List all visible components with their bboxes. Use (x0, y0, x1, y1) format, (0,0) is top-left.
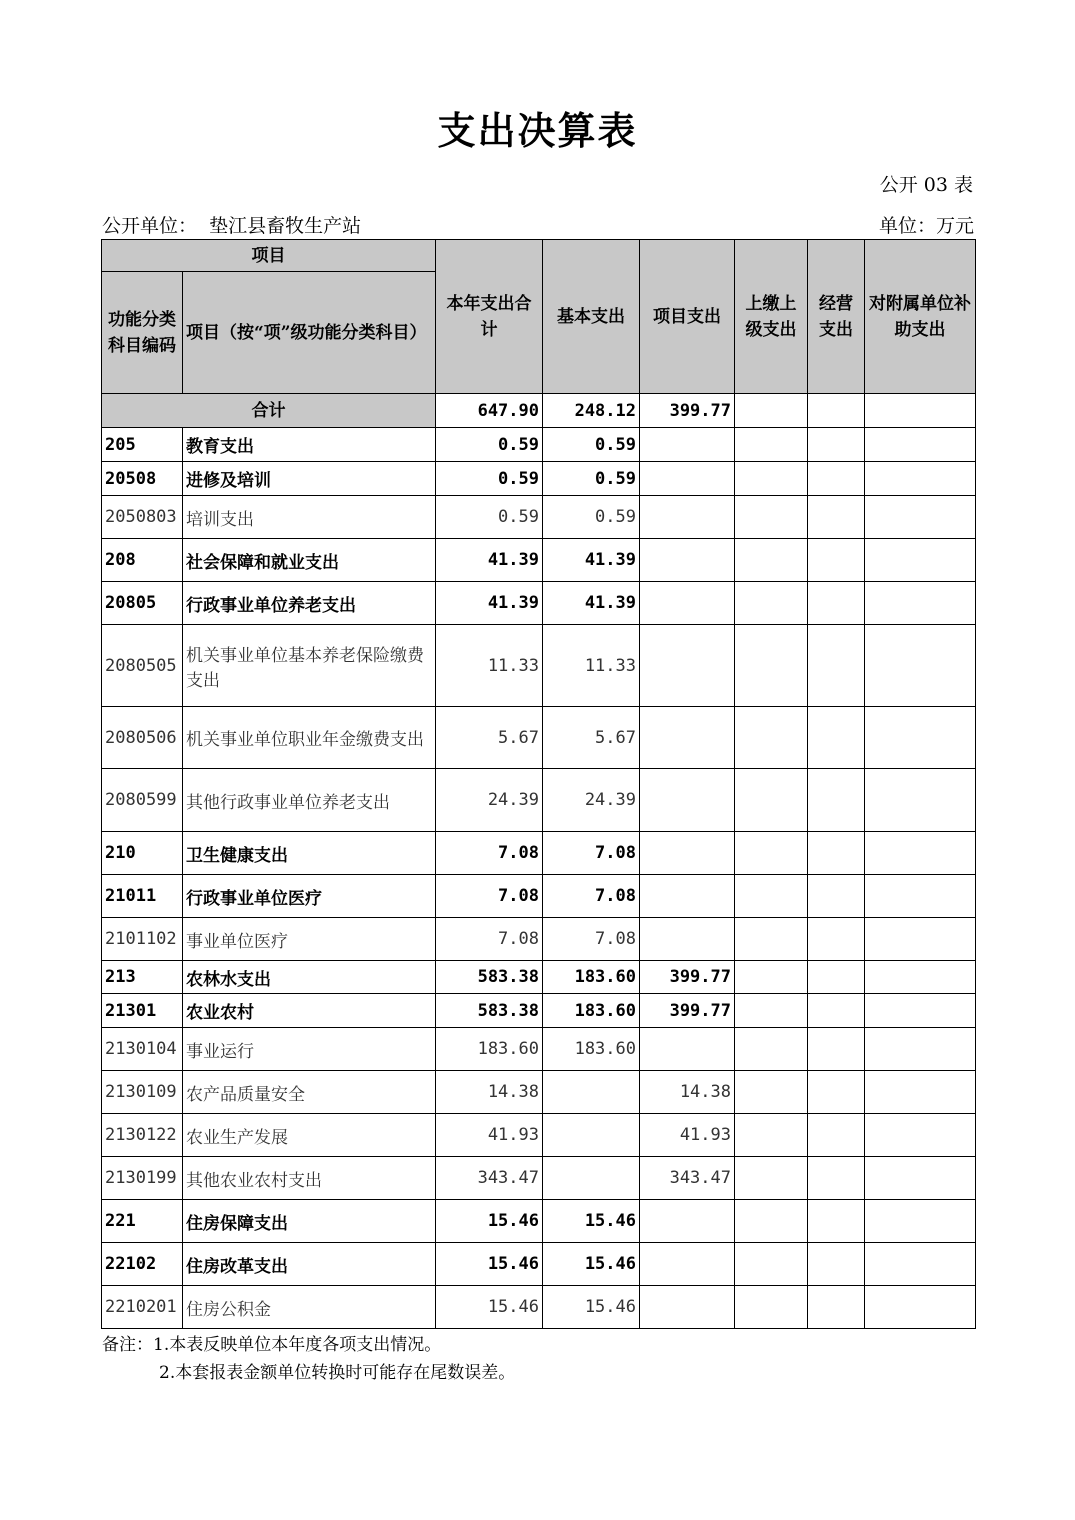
row-total: 7.08 (436, 875, 543, 918)
row-code: 2080505 (102, 625, 183, 707)
row-project: 399.77 (640, 961, 735, 994)
row-code: 2130109 (102, 1071, 183, 1114)
table-row (102, 1243, 976, 1286)
row-upper (735, 918, 808, 961)
row-total: 583.38 (436, 994, 543, 1028)
expenditure-table (101, 239, 976, 1329)
row-code: 2130199 (102, 1157, 183, 1200)
table-row (102, 961, 976, 994)
row-subsidy (865, 1114, 976, 1157)
row-code: 210 (102, 832, 183, 875)
row-basic: 5.67 (543, 707, 640, 769)
row-project: 41.93 (640, 1114, 735, 1157)
row-basic (543, 1114, 640, 1157)
row-upper (735, 428, 808, 462)
row-subsidy (865, 1071, 976, 1114)
header-item: 项目（按“项”级功能分类科目） (183, 272, 436, 394)
row-name: 机关事业单位职业年金缴费支出 (183, 707, 436, 769)
row-basic: 0.59 (543, 462, 640, 496)
row-total: 41.39 (436, 582, 543, 625)
table-row (102, 496, 976, 539)
header-upper-remittance: 上缴上级支出 (735, 240, 808, 394)
row-code: 22102 (102, 1243, 183, 1286)
row-subsidy (865, 961, 976, 994)
row-subsidy (865, 1200, 976, 1243)
row-code: 208 (102, 539, 183, 582)
row-business (808, 961, 865, 994)
row-subsidy (865, 1028, 976, 1071)
row-business (808, 918, 865, 961)
table-row (102, 462, 976, 496)
row-basic: 15.46 (543, 1200, 640, 1243)
row-code: 2080599 (102, 769, 183, 832)
row-basic (543, 1157, 640, 1200)
table-row (102, 1157, 976, 1200)
table-row (102, 539, 976, 582)
table-row (102, 918, 976, 961)
row-name: 社会保障和就业支出 (183, 539, 436, 582)
row-business (808, 1157, 865, 1200)
row-basic (543, 1071, 640, 1114)
row-basic: 15.46 (543, 1243, 640, 1286)
row-total: 583.38 (436, 961, 543, 994)
table-row (102, 1071, 976, 1114)
row-upper (735, 1243, 808, 1286)
row-name: 住房保障支出 (183, 1200, 436, 1243)
row-business (808, 832, 865, 875)
row-code: 205 (102, 428, 183, 462)
total-basic: 248.12 (543, 394, 640, 428)
row-business (808, 1071, 865, 1114)
row-code: 2130122 (102, 1114, 183, 1157)
row-name: 住房改革支出 (183, 1243, 436, 1286)
row-business (808, 462, 865, 496)
row-total: 0.59 (436, 496, 543, 539)
row-total: 7.08 (436, 832, 543, 875)
row-total: 14.38 (436, 1071, 543, 1114)
header-code: 功能分类科目编码 (102, 272, 183, 394)
table-row (102, 1028, 976, 1071)
row-upper (735, 539, 808, 582)
row-total: 5.67 (436, 707, 543, 769)
row-code: 21011 (102, 875, 183, 918)
header-business: 经营支出 (808, 240, 865, 394)
row-business (808, 1286, 865, 1329)
total-upper (735, 394, 808, 428)
row-project (640, 1286, 735, 1329)
note-1: 备注：1.本表反映单位本年度各项支出情况。 (102, 1335, 442, 1355)
row-business (808, 875, 865, 918)
row-project (640, 1200, 735, 1243)
row-upper (735, 1071, 808, 1114)
row-upper (735, 875, 808, 918)
row-name: 事业单位医疗 (183, 918, 436, 961)
row-subsidy (865, 539, 976, 582)
row-total: 0.59 (436, 428, 543, 462)
total-amount: 647.90 (436, 394, 543, 428)
row-business (808, 1028, 865, 1071)
row-subsidy (865, 1243, 976, 1286)
row-total: 7.08 (436, 918, 543, 961)
row-name: 住房公积金 (183, 1286, 436, 1329)
row-name: 培训支出 (183, 496, 436, 539)
header-project: 项目 (102, 240, 436, 272)
row-name: 机关事业单位基本养老保险缴费支出 (183, 625, 436, 707)
form-number: 公开 03 表 (879, 174, 973, 196)
row-project: 343.47 (640, 1157, 735, 1200)
row-upper (735, 1286, 808, 1329)
table-row (102, 1114, 976, 1157)
row-name: 其他农业农村支出 (183, 1157, 436, 1200)
header-subsidy: 对附属单位补助支出 (865, 240, 976, 394)
row-subsidy (865, 994, 976, 1028)
row-subsidy (865, 582, 976, 625)
row-business (808, 496, 865, 539)
table-row (102, 994, 976, 1028)
table-row (102, 625, 976, 707)
row-business (808, 1114, 865, 1157)
row-project: 399.77 (640, 994, 735, 1028)
table-row (102, 707, 976, 769)
total-subsidy (865, 394, 976, 428)
row-subsidy (865, 1286, 976, 1329)
table-row (102, 428, 976, 462)
row-subsidy (865, 462, 976, 496)
row-basic: 24.39 (543, 769, 640, 832)
row-upper (735, 994, 808, 1028)
row-basic: 7.08 (543, 832, 640, 875)
row-business (808, 769, 865, 832)
row-business (808, 625, 865, 707)
row-upper (735, 707, 808, 769)
page-title: 支出决算表 (437, 108, 638, 153)
table-row (102, 832, 976, 875)
row-subsidy (865, 625, 976, 707)
row-upper (735, 582, 808, 625)
row-basic: 11.33 (543, 625, 640, 707)
row-project (640, 875, 735, 918)
row-total: 41.39 (436, 539, 543, 582)
row-name: 教育支出 (183, 428, 436, 462)
row-upper (735, 625, 808, 707)
row-subsidy (865, 428, 976, 462)
row-project: 14.38 (640, 1071, 735, 1114)
row-total: 0.59 (436, 462, 543, 496)
row-basic: 183.60 (543, 994, 640, 1028)
row-business (808, 1200, 865, 1243)
row-business (808, 582, 865, 625)
row-basic: 41.39 (543, 582, 640, 625)
row-code: 2101102 (102, 918, 183, 961)
row-business (808, 1243, 865, 1286)
table-row (102, 582, 976, 625)
row-project (640, 496, 735, 539)
row-upper (735, 496, 808, 539)
row-name: 农林水支出 (183, 961, 436, 994)
row-project (640, 462, 735, 496)
row-project (640, 769, 735, 832)
row-project (640, 428, 735, 462)
table-row (102, 1286, 976, 1329)
row-subsidy (865, 918, 976, 961)
row-basic: 7.08 (543, 918, 640, 961)
row-code: 2130104 (102, 1028, 183, 1071)
row-name: 卫生健康支出 (183, 832, 436, 875)
row-subsidy (865, 875, 976, 918)
row-basic: 15.46 (543, 1286, 640, 1329)
unit-name: 垫江县畜牧生产站 (209, 215, 362, 237)
row-subsidy (865, 1157, 976, 1200)
row-code: 20508 (102, 462, 183, 496)
row-basic: 183.60 (543, 961, 640, 994)
row-code: 221 (102, 1200, 183, 1243)
row-code: 20805 (102, 582, 183, 625)
table-row (102, 875, 976, 918)
row-project (640, 707, 735, 769)
note-2: 2.本套报表金额单位转换时可能存在尾数误差。 (159, 1363, 516, 1383)
row-project (640, 539, 735, 582)
row-upper (735, 1157, 808, 1200)
row-upper (735, 1114, 808, 1157)
table-row (102, 1200, 976, 1243)
row-project (640, 582, 735, 625)
table-row (102, 769, 976, 832)
row-total: 41.93 (436, 1114, 543, 1157)
row-code: 213 (102, 961, 183, 994)
notes (102, 1331, 515, 1387)
row-business (808, 707, 865, 769)
row-code: 21301 (102, 994, 183, 1028)
row-name: 农产品质量安全 (183, 1071, 436, 1114)
row-upper (735, 961, 808, 994)
total-row (102, 394, 976, 428)
row-total: 343.47 (436, 1157, 543, 1200)
row-subsidy (865, 707, 976, 769)
total-project: 399.77 (640, 394, 735, 428)
row-basic: 0.59 (543, 496, 640, 539)
row-upper (735, 1028, 808, 1071)
row-name: 进修及培训 (183, 462, 436, 496)
row-total: 11.33 (436, 625, 543, 707)
header-project-expenditure: 项目支出 (640, 240, 735, 394)
row-name: 农业农村 (183, 994, 436, 1028)
row-basic: 41.39 (543, 539, 640, 582)
row-project (640, 832, 735, 875)
row-name: 事业运行 (183, 1028, 436, 1071)
row-subsidy (865, 769, 976, 832)
row-name: 其他行政事业单位养老支出 (183, 769, 436, 832)
header-total: 本年支出合计 (436, 240, 543, 394)
row-subsidy (865, 496, 976, 539)
row-upper (735, 1200, 808, 1243)
row-subsidy (865, 832, 976, 875)
total-business (808, 394, 865, 428)
row-basic: 183.60 (543, 1028, 640, 1071)
row-business (808, 428, 865, 462)
row-basic: 7.08 (543, 875, 640, 918)
row-total: 15.46 (436, 1243, 543, 1286)
row-code: 2080506 (102, 707, 183, 769)
row-business (808, 994, 865, 1028)
row-upper (735, 769, 808, 832)
row-name: 行政事业单位养老支出 (183, 582, 436, 625)
currency-unit: 单位：万元 (878, 215, 974, 237)
row-name: 农业生产发展 (183, 1114, 436, 1157)
reporting-unit (102, 211, 361, 238)
row-code: 2210201 (102, 1286, 183, 1329)
header-basic: 基本支出 (543, 240, 640, 394)
row-basic: 0.59 (543, 428, 640, 462)
unit-label: 公开单位： (102, 215, 198, 237)
row-project (640, 1243, 735, 1286)
row-upper (735, 462, 808, 496)
row-business (808, 539, 865, 582)
row-code: 2050803 (102, 496, 183, 539)
row-total: 24.39 (436, 769, 543, 832)
row-total: 15.46 (436, 1200, 543, 1243)
row-project (640, 1028, 735, 1071)
row-upper (735, 832, 808, 875)
row-name: 行政事业单位医疗 (183, 875, 436, 918)
row-total: 183.60 (436, 1028, 543, 1071)
row-total: 15.46 (436, 1286, 543, 1329)
row-project (640, 918, 735, 961)
total-label: 合计 (102, 394, 436, 428)
row-project (640, 625, 735, 707)
